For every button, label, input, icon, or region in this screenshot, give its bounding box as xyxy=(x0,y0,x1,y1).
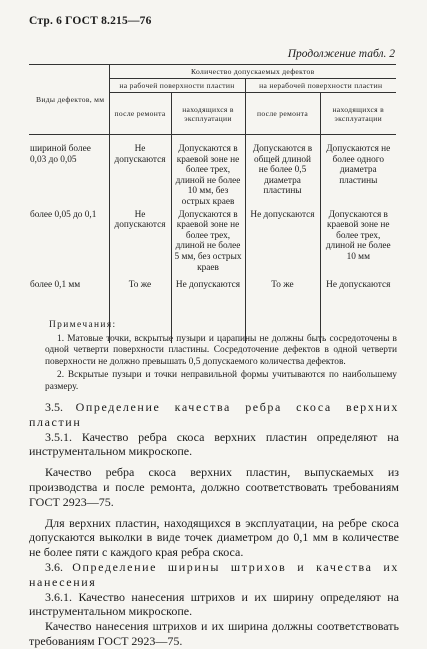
table-cell: более 0,1 мм xyxy=(29,274,109,343)
table-cell: Не допускаются xyxy=(109,135,171,209)
body-text xyxy=(29,400,399,649)
sub-header-nonworking: на нерабочей поверхности пластин xyxy=(245,79,396,93)
table-row xyxy=(29,209,396,275)
table-cell: Не допускаются xyxy=(109,209,171,275)
table-cell: Допускаются не более одного диаметра пластины xyxy=(320,135,396,209)
sub-header-working: на рабочей поверхности пластин xyxy=(109,79,245,93)
notes-title: Примечания: xyxy=(49,320,117,330)
paragraph: 3.5.1. Качество ребра скоса верхних пластин определяют на инструментальном микроскопе. xyxy=(29,429,399,459)
table-cell: Допускаются в краевой зоне не более трех, длиной не более 10 мм xyxy=(320,209,396,275)
table-cell: То же xyxy=(245,274,320,343)
section-title: Определение ширины штрихов и качества их нанесения xyxy=(29,559,399,589)
table-cell: Допускаются в краевой зоне не более трех, длиной не более 5 мм, без острых краев xyxy=(171,209,245,275)
page-header: Стр. 6 ГОСТ 8.215—76 xyxy=(29,15,152,27)
section-title: Определение качества ребра скоса верхних пластин xyxy=(29,400,399,429)
table-cell: Допускаются в краевой зоне не более трех, длиной не более 10 мм, без острых краев xyxy=(171,135,245,209)
table-cell: шириной более 0,03 до 0,05 xyxy=(29,135,109,209)
table-cell: Не допускаются xyxy=(171,274,245,343)
table-cell: Допускаются в общей длиной не более 0,5 диаметра пластины xyxy=(245,135,320,209)
section-heading-3-6 xyxy=(29,560,399,590)
leaf-header: после ремонта xyxy=(109,93,171,135)
table-row xyxy=(29,135,396,209)
paragraph: Качество ребра скоса верхних пластин, выпускаемых из производства и после ремонта, должно соответствовать требованиям ГОСТ 2923—75. xyxy=(29,465,399,509)
table-cell: То же xyxy=(109,274,171,343)
table-cell: Не допускаются xyxy=(320,274,396,343)
leaf-header: находящихся в эксплуатации xyxy=(320,93,396,135)
leaf-header: находящихся в эксплуатации xyxy=(171,93,245,135)
note-item: 1. Матовые точки, вскрытые пузыри и царапины не должны быть сосредоточены в одной четверти поверхности пластины. Сосредоточение дефектов в одной четверти поверхности не должно превышать 0,5 допускаемого количества дефектов. xyxy=(45,333,397,367)
defects-table xyxy=(29,64,396,343)
paragraph: Качество нанесения штрихов и их ширина должны соответствовать требованиям ГОСТ 2923—75. xyxy=(29,619,399,648)
paragraph: Для верхних пластин, находящихся в эксплуатации, на ребре скоса допускаются выколки в виде точек диаметром до 0,1 мм в количестве не более пяти с каждого края ребра скоса. xyxy=(29,515,399,560)
paragraph: 3.6.1. Качество нанесения штрихов и их ширину определяют на инструментальном микроскопе. xyxy=(29,589,399,619)
col-header-defect-types: Виды дефектов, мм xyxy=(29,65,109,135)
section-heading-3-5 xyxy=(29,400,399,430)
section-number: 3.5. xyxy=(45,400,63,414)
table-cell: более 0,05 до 0,1 xyxy=(29,209,109,275)
table-continuation-label: Продолжение табл. 2 xyxy=(287,48,395,60)
leaf-header: после ремонта xyxy=(245,93,320,135)
group-header: Количество допускаемых дефектов xyxy=(109,65,396,79)
table-cell: Не допускаются xyxy=(245,209,320,275)
note-item: 2. Вскрытые пузыри и точки неправильной формы учитываются по наибольшему размеру. xyxy=(45,370,397,392)
section-number: 3.6. xyxy=(45,559,63,574)
notes-block xyxy=(45,320,397,394)
